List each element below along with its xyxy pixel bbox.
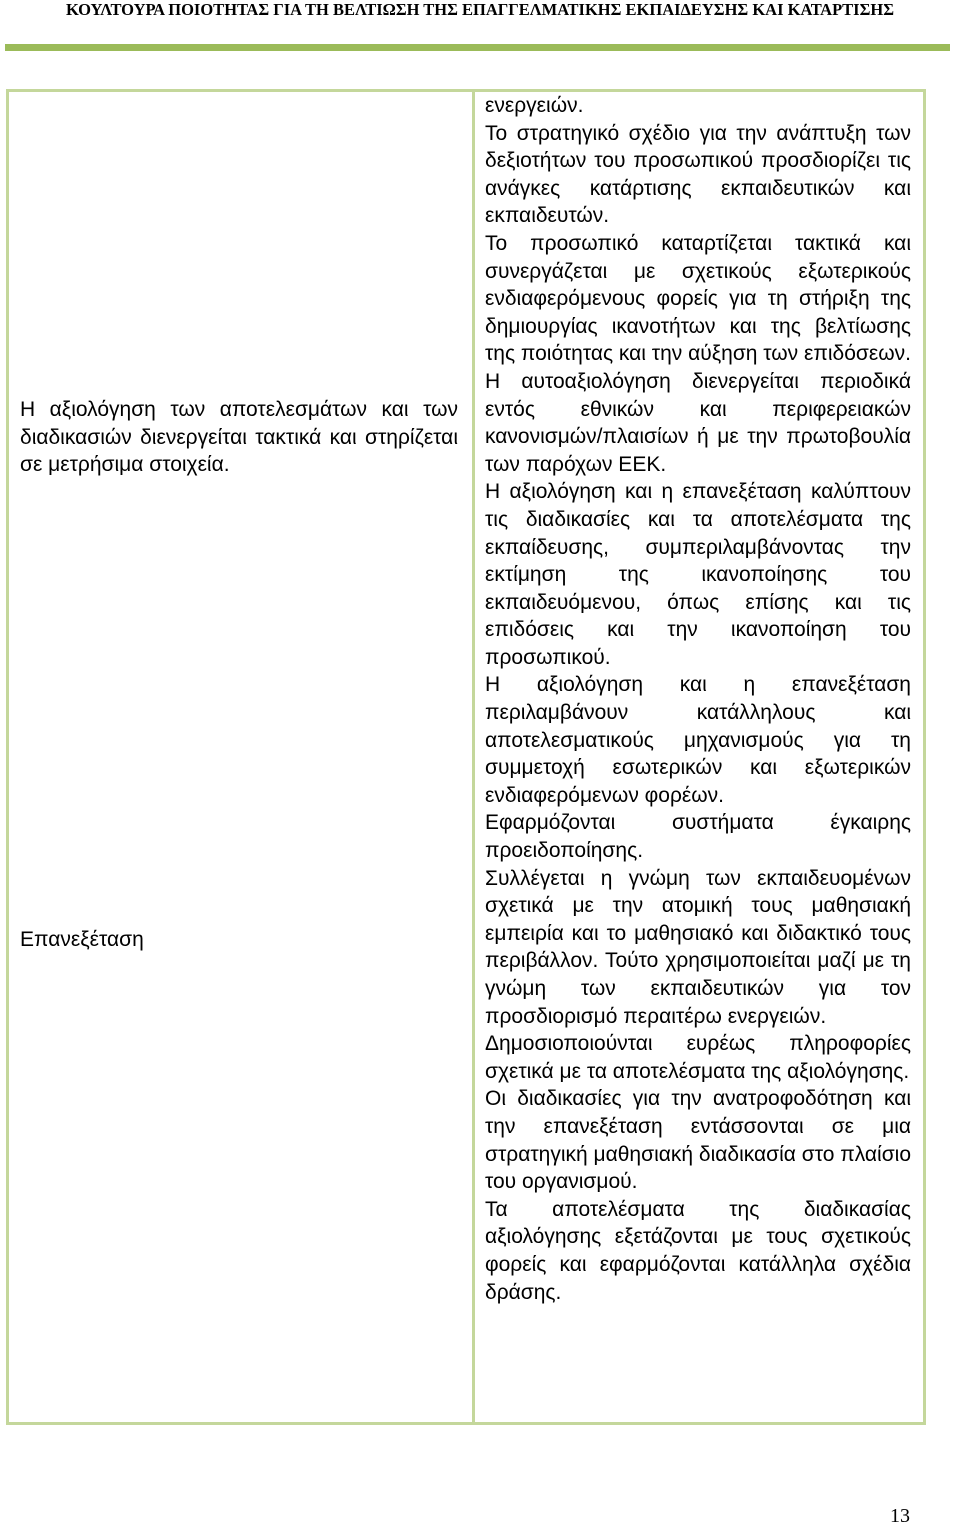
- header-rule: [5, 44, 950, 51]
- right-column-text: [485, 92, 911, 1306]
- section-heading-review: [20, 926, 460, 954]
- paragraph: Οι διαδικασίες για την ανατροφοδότηση και την επανεξέταση εντάσσονται σε μια στρατηγική μαθησιακή διαδικασία στο πλαίσιο του οργανισμού.: [485, 1087, 911, 1194]
- paragraph: Το προσωπικό καταρτίζεται τακτικά και συνεργάζεται με σχετικούς εξωτερικούς ενδιαφερόμενους φορείς για τη στήριξη της δημιουργίας ικανοτήτων και της βελτίωσης της ποιότητας και την αύξηση των επιδόσεων.: [485, 231, 911, 366]
- criterion-text: Η αξιολόγηση των αποτελεσμάτων και των διαδικασιών διενεργείται τακτικά και στηρίζεται σε μετρήσιμα στοιχεία.: [20, 398, 458, 477]
- paragraph: Εφαρμόζονται συστήματα έγκαιρης προειδοποίησης.: [485, 811, 911, 863]
- paragraph: Τα αποτελέσματα της διαδικασίας αξιολόγησης εξετάζονται με τους σχετικούς φορείς και εφαρμόζονται κατάλληλα σχέδια δράσης.: [485, 1197, 911, 1304]
- running-header: [0, 0, 960, 20]
- paragraph: Το στρατηγικό σχέδιο για την ανάπτυξη των δεξιοτήτων του προσωπικού προσδιορίζει τις ανάγκες κατάρτισης εκπαιδευτικών και εκπαιδευτών.: [485, 121, 911, 228]
- paragraph: Η αξιολόγηση και η επανεξέταση περιλαμβάνουν κατάλληλους και αποτελεσματικούς μηχανισμούς για τη συμμετοχή εσωτερικών και εξωτερικών ενδιαφερόμενων φορέων.: [485, 673, 911, 807]
- paragraph: Δημοσιοποιούνται ευρέως πληροφορίες σχετικά με τα αποτελέσματα της αξιολόγησης.: [485, 1032, 911, 1083]
- page-number: 13: [890, 1505, 910, 1527]
- paragraph: Η αυτοαξιολόγηση διενεργείται περιοδικά εντός εθνικών και περιφερειακών κανονισμών/πλαισίων ή με την πρωτοβουλία των παρόχων ΕΕΚ.: [485, 369, 911, 476]
- paragraph: ενεργειών.: [485, 94, 584, 117]
- paragraph: Η αξιολόγηση και η επανεξέταση καλύπτουν τις διαδικασίες και τα αποτελέσματα της εκπαίδευσης, συμπεριλαμβάνοντας την εκτίμηση της ικανοποίησης του εκπαιδευόμενου, όπως επίσης και τις επιδόσεις και την ικανοποίηση του προσωπικού.: [485, 480, 911, 669]
- running-header-title: ΚΟΥΛΤΟΥΡΑ ΠΟΙΟΤΗΤΑΣ ΓΙΑ ΤΗ ΒΕΛΤΙΩΣΗ ΤΗΣ ΕΠΑΓΓΕΛΜΑΤΙΚΗΣ ΕΚΠΑΙΔΕΥΣΗΣ ΚΑΙ ΚΑΤΑΡΤΙΣΗΣ: [65, 0, 895, 19]
- section-heading-text: Επανεξέταση: [20, 928, 144, 951]
- paragraph: Συλλέγεται η γνώμη των εκπαιδευομένων σχετικά με την ατομική τους μαθησιακή εμπειρία και το μαθησιακό και διδακτικό τους περιβάλλον. Τούτο χρησιμοποιείται μαζί με τη γνώμη των εκπαιδευτικών για τον προσδιορισμό περαιτέρω ενεργειών.: [485, 866, 911, 1028]
- table-cell-left: [6, 89, 475, 1425]
- left-column-criterion: [20, 396, 458, 479]
